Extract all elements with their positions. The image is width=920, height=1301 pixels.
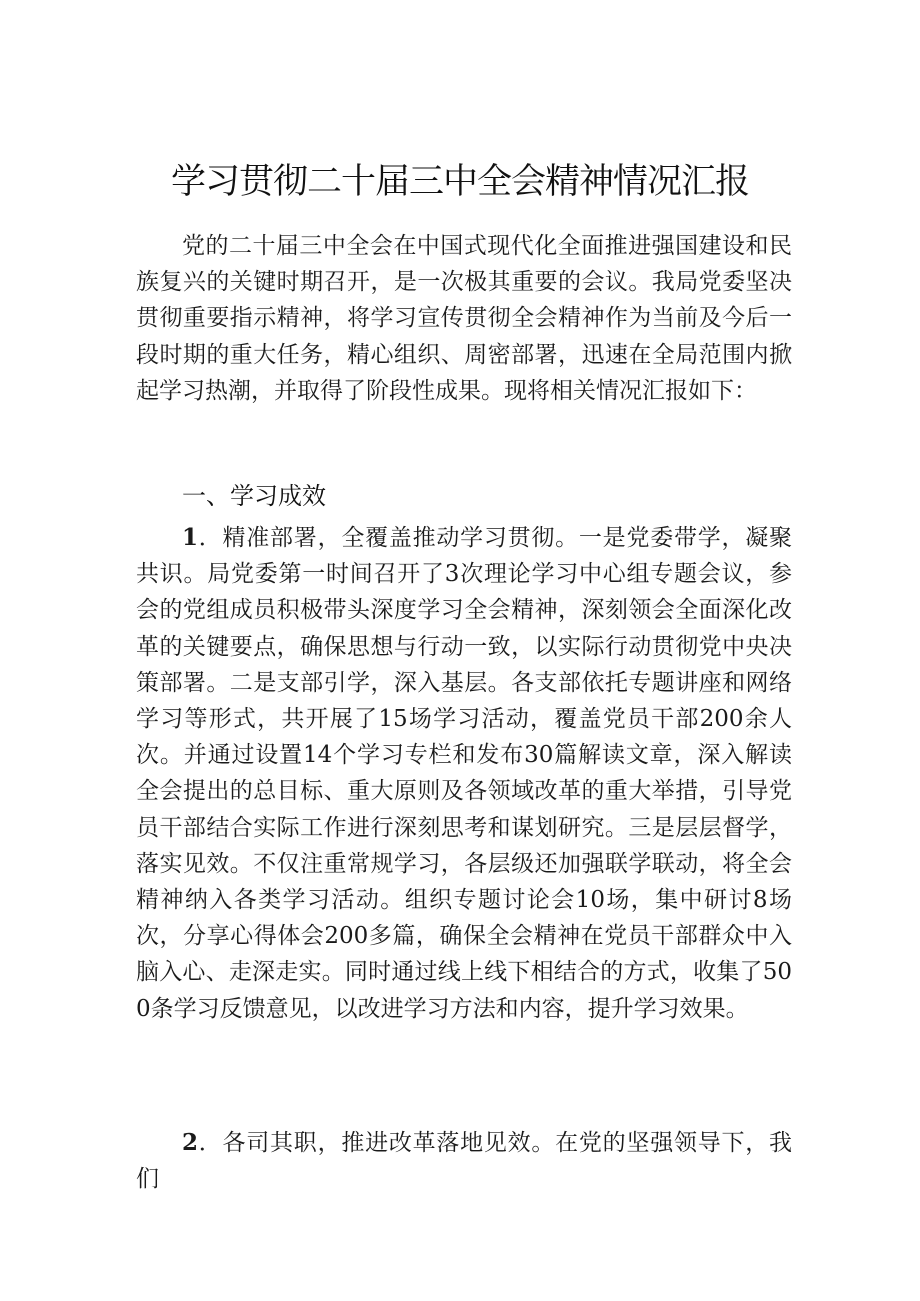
paragraph-item-1 xyxy=(136,520,792,1027)
item-number: 2 xyxy=(182,1129,199,1156)
section-heading-learning-results: 一、学习成效 xyxy=(182,482,326,510)
item-text: ．精准部署，全覆盖推动学习贯彻。一是党委带学，凝聚共识。局党委第一时间召开了3次理论学习中心组专题会议，参会的党组成员积极带头深度学习全会精神，深刻领会全面深化改革的关键要点，确保思想与行动一致，以实际行动贯彻党中央决策部署。二是支部引学，深入基层。各支部依托专题讲座和网络学习等形式，共开展了15场学习活动，覆盖党员干部200余人次。并通过设置14个学习专栏和发布30篇解读文章，深入解读全会提出的总目标、重大原则及各领域改革的重大举措，引导党员干部结合实际工作进行深刻思考和谋划研究。三是层层督学，落实见效。不仅注重常规学习，各层级还加强联学联动，将全会精神纳入各类学习活动。组织专题讨论会10场，集中研讨8场次，分享心得体会200多篇，确保全会精神在党员干部群众中入脑入心、走深走实。同时通过线上线下相结合的方式，收集了500条学习反馈意见，以改进学习方法和内容，提升学习效果。 xyxy=(136,525,792,1022)
item-number: 1 xyxy=(182,524,199,551)
item-text: ．各司其职，推进改革落地见效。在党的坚强领导下，我们 xyxy=(136,1130,792,1193)
intro-paragraph: 党的二十届三中全会在中国式现代化全面推进强国建设和民族复兴的关键时期召开，是一次极其重要的会议。我局党委坚决贯彻重要指示精神，将学习宣传贯彻全会精神作为当前及今后一段时期的重大任务，精心组织、周密部署，迅速在全局范围内掀起学习热潮，并取得了阶段性成果。现将相关情况汇报如下： xyxy=(136,233,792,404)
paragraph-item-2 xyxy=(136,1125,792,1197)
document-title: 学习贯彻二十届三中全会精神情况汇报 xyxy=(170,162,749,202)
